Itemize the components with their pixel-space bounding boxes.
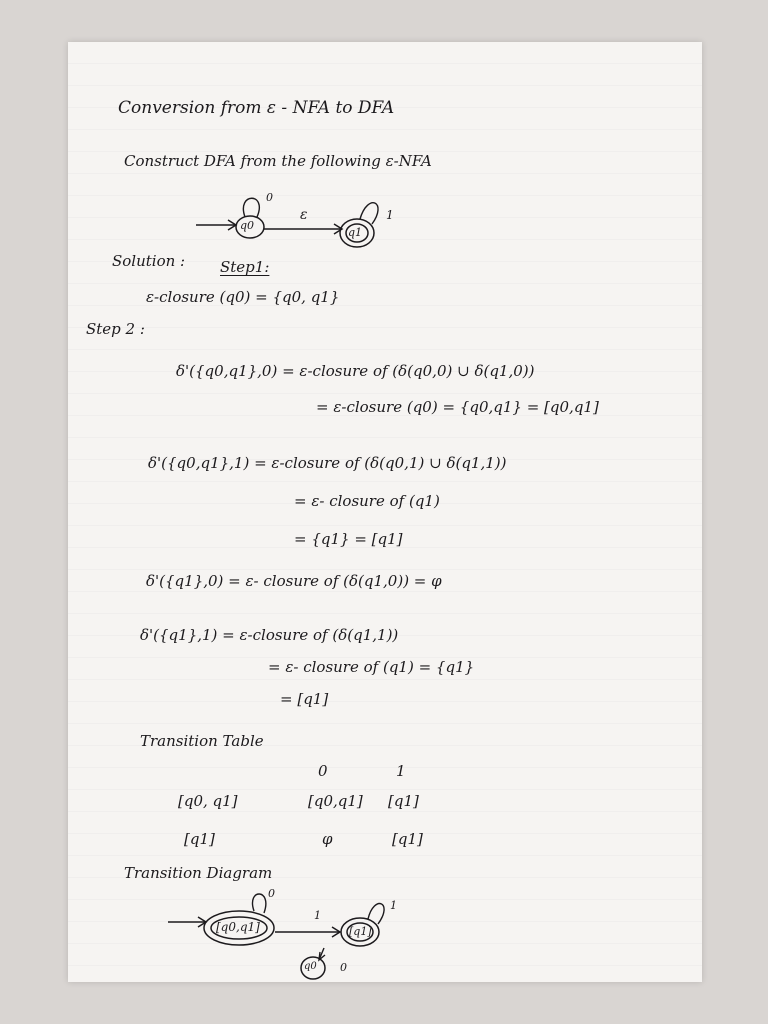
dfa-edge-to-q1 [275, 927, 340, 937]
nfa-state-q0-label: q0 [240, 219, 255, 232]
step2-line: δ'({q0,q1},1) = ε-closure of (δ(q0,1) ∪ δ(q1,1)) [148, 454, 507, 472]
table-cell: [q1] [388, 792, 419, 810]
dfa-loop-q0q1 [252, 894, 265, 913]
table-cell: [q1] [392, 830, 423, 848]
nfa-loop-q1-label: 1 [386, 208, 394, 222]
dfa-edge-to-q0 [319, 948, 325, 960]
step1-label: Step1: [220, 258, 270, 276]
dfa-start-arrow [168, 917, 206, 927]
transition-table-label: Transition Table [140, 732, 264, 750]
step2-line: δ'({q0,q1},0) = ε-closure of (δ(q0,0) ∪ δ(q1,0)) [176, 362, 535, 380]
dfa-loop-q1 [368, 904, 384, 924]
nfa-edge-label: ε [300, 207, 308, 223]
dfa-state-q0-label: q0 [304, 961, 317, 972]
step1-closure-line: ε-closure (q0) = {q0, q1} [146, 288, 340, 306]
step2-line: = ε- closure of (q1) [294, 492, 440, 510]
step2-line: δ'({q1},1) = ε-closure of (δ(q1,1)) [140, 626, 399, 644]
page-title: Conversion from ε - NFA to DFA [118, 98, 395, 118]
dfa-loop-b-label: 1 [390, 899, 397, 912]
question-text: Construct DFA from the following ε-NFA [124, 152, 432, 170]
step2-line: = ε- closure of (q1) = {q1} [268, 658, 475, 676]
nfa-start-arrow [196, 220, 236, 230]
dfa-diagram [68, 42, 702, 982]
table-cell: φ [322, 830, 333, 848]
table-col-0: 0 [318, 762, 328, 780]
step2-label: Step 2 : [86, 320, 145, 338]
table-row-state: [q1] [184, 830, 215, 848]
step2-line: = {q1} = [q1] [294, 530, 403, 548]
transition-diagram-label: Transition Diagram [124, 864, 273, 882]
nfa-loop-q0-label: 0 [266, 191, 273, 204]
dfa-edge-ab-label: 1 [314, 909, 321, 922]
nfa-diagram [68, 42, 702, 982]
nfa-edge-q0-q1 [264, 224, 342, 234]
nfa-loop-q1 [360, 203, 378, 224]
notebook-page [68, 42, 702, 982]
step2-line: = [q1] [280, 690, 329, 708]
table-row-state: [q0, q1] [178, 792, 238, 810]
step2-line: = ε-closure (q0) = {q0,q1} = [q0,q1] [316, 398, 599, 416]
table-cell: [q0,q1] [308, 792, 363, 810]
dfa-state-q1-label: [q1] [349, 925, 372, 938]
table-col-1: 1 [396, 762, 406, 780]
step2-line: δ'({q1},0) = ε- closure of (δ(q1,0)) = φ [146, 572, 442, 590]
dfa-loop-a-label: 0 [268, 887, 275, 900]
solution-label: Solution : [112, 252, 186, 270]
nfa-state-q1-label: q1 [348, 226, 363, 239]
dfa-state-q0q1-label: [q0,q1] [216, 920, 260, 934]
dfa-edge-to-q0-label: 0 [340, 961, 347, 974]
nfa-loop-q0 [243, 198, 259, 217]
